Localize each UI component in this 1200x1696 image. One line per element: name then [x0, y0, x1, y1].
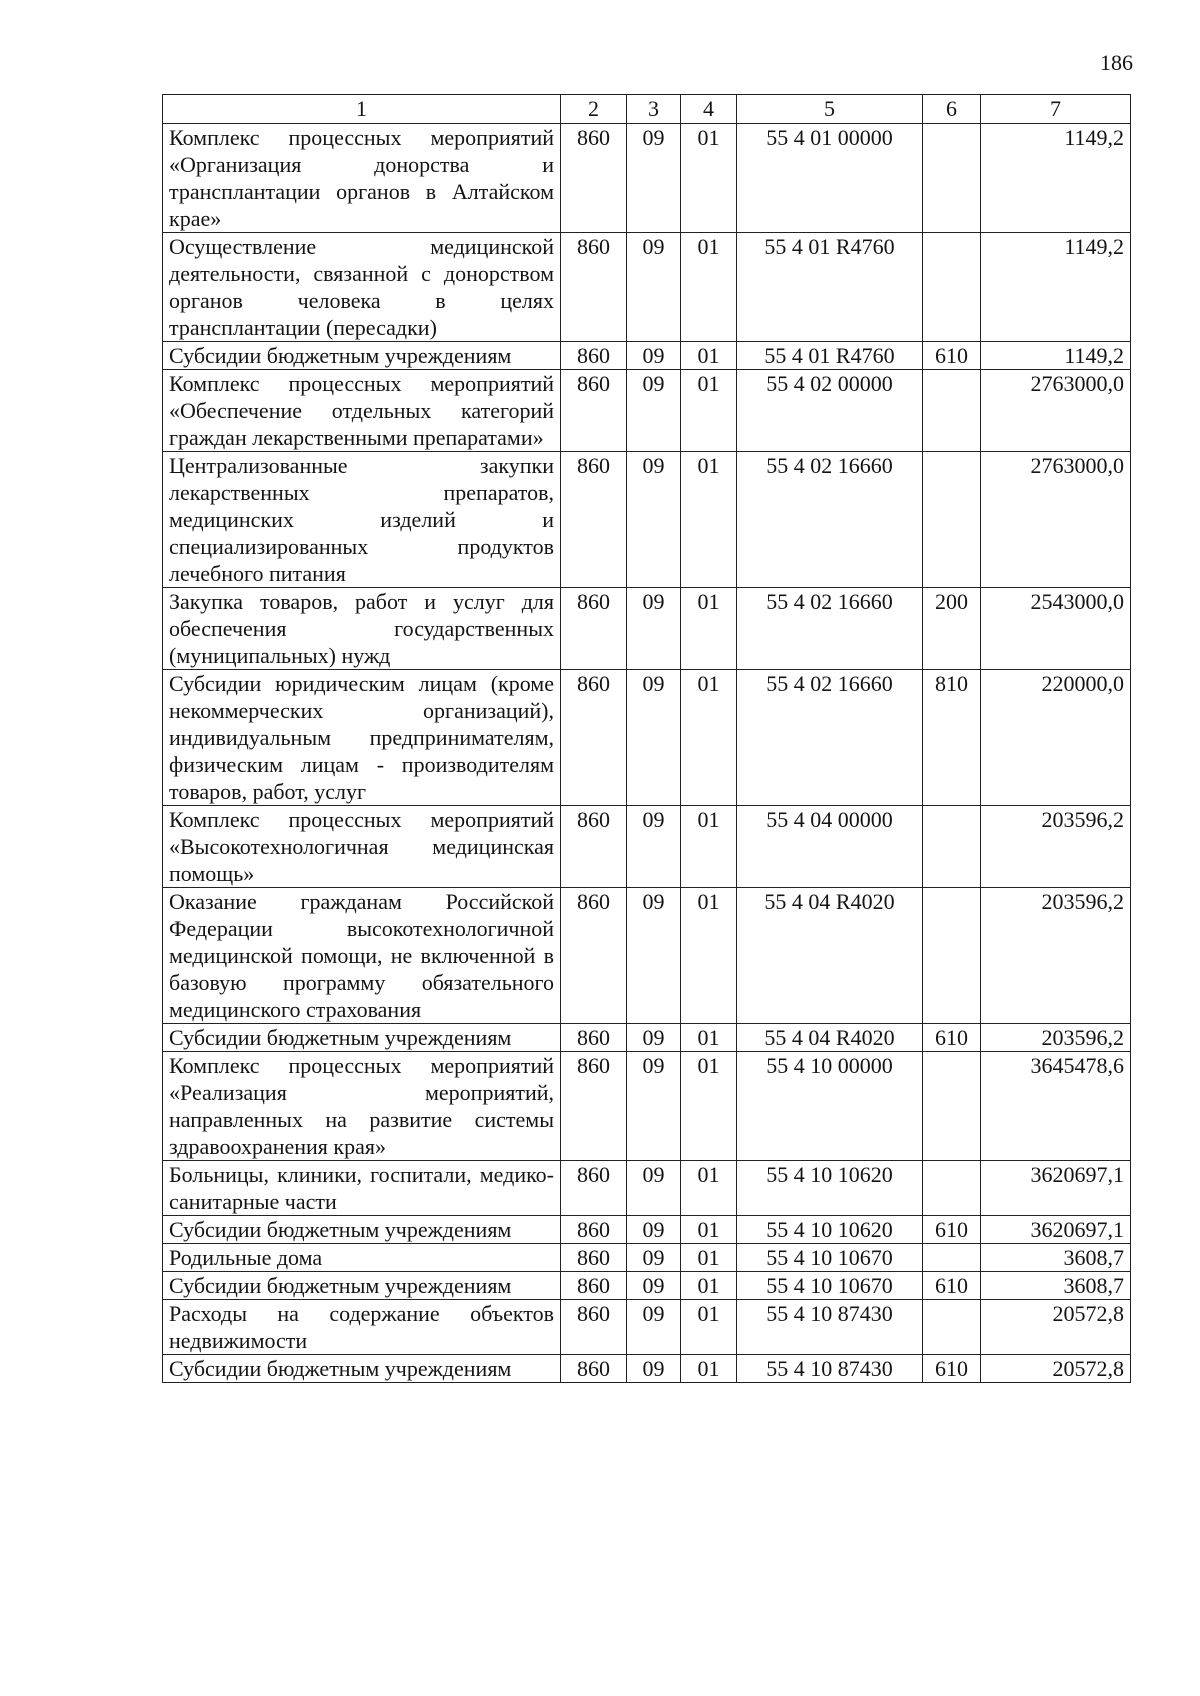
table-row: [163, 233, 1131, 342]
target-article-cell: 55 4 02 00000: [737, 370, 923, 452]
table-row: [163, 1272, 1131, 1300]
expense-type-cell: [923, 452, 981, 588]
section-code-cell: 09: [627, 806, 681, 888]
admin-code-cell: 860: [561, 124, 627, 233]
expense-type-cell: [923, 1244, 981, 1272]
subsection-code-cell: 01: [681, 1244, 737, 1272]
budget-table: [162, 94, 1131, 1383]
amount-cell: 20572,8: [981, 1355, 1131, 1383]
table-row: [163, 1052, 1131, 1161]
item-name-cell: Субсидии бюджетным учреждениям: [163, 1272, 561, 1300]
subsection-code-cell: 01: [681, 1300, 737, 1355]
column-header-6: 6: [923, 95, 981, 124]
section-code-cell: 09: [627, 1355, 681, 1383]
amount-cell: 220000,0: [981, 670, 1131, 806]
table-row: [163, 1216, 1131, 1244]
admin-code-cell: 860: [561, 1216, 627, 1244]
table-row: [163, 670, 1131, 806]
item-name-cell: Больницы, клиники, госпитали, медико-санитарные части: [163, 1161, 561, 1216]
item-name-cell: Комплекс процессных мероприятий «Высокотехнологичная медицинская помощь»: [163, 806, 561, 888]
admin-code-cell: 860: [561, 1024, 627, 1052]
subsection-code-cell: 01: [681, 1161, 737, 1216]
amount-cell: 2763000,0: [981, 370, 1131, 452]
expense-type-cell: 610: [923, 1272, 981, 1300]
target-article-cell: 55 4 02 16660: [737, 452, 923, 588]
section-code-cell: 09: [627, 1052, 681, 1161]
table-row: [163, 588, 1131, 670]
admin-code-cell: 860: [561, 588, 627, 670]
subsection-code-cell: 01: [681, 124, 737, 233]
target-article-cell: 55 4 10 10620: [737, 1161, 923, 1216]
amount-cell: 3620697,1: [981, 1216, 1131, 1244]
item-name-cell: Расходы на содержание объектов недвижимости: [163, 1300, 561, 1355]
target-article-cell: 55 4 04 R4020: [737, 1024, 923, 1052]
column-header-4: 4: [681, 95, 737, 124]
amount-cell: 203596,2: [981, 1024, 1131, 1052]
item-name-cell: Субсидии юридическим лицам (кроме некоммерческих организаций), индивидуальным предпринимателям, физическим лицам - производителям товаров, работ, услуг: [163, 670, 561, 806]
subsection-code-cell: 01: [681, 888, 737, 1024]
expense-type-cell: 610: [923, 1355, 981, 1383]
section-code-cell: 09: [627, 1024, 681, 1052]
table-row: [163, 1355, 1131, 1383]
target-article-cell: 55 4 10 10620: [737, 1216, 923, 1244]
table-row: [163, 1024, 1131, 1052]
expense-type-cell: [923, 1300, 981, 1355]
item-name-cell: Субсидии бюджетным учреждениям: [163, 1024, 561, 1052]
item-name-cell: Субсидии бюджетным учреждениям: [163, 1216, 561, 1244]
expense-type-cell: 810: [923, 670, 981, 806]
amount-cell: 1149,2: [981, 342, 1131, 370]
target-article-cell: 55 4 01 00000: [737, 124, 923, 233]
table-row: [163, 342, 1131, 370]
item-name-cell: Оказание гражданам Российской Федерации высокотехнологичной медицинской помощи, не включенной в базовую программу обязательного медицинского страхования: [163, 888, 561, 1024]
item-name-cell: Централизованные закупки лекарственных препаратов, медицинских изделий и специализированных продуктов лечебного питания: [163, 452, 561, 588]
table-row: [163, 1300, 1131, 1355]
target-article-cell: 55 4 04 R4020: [737, 888, 923, 1024]
table-row: [163, 370, 1131, 452]
subsection-code-cell: 01: [681, 1355, 737, 1383]
item-name-cell: Родильные дома: [163, 1244, 561, 1272]
subsection-code-cell: 01: [681, 370, 737, 452]
target-article-cell: 55 4 02 16660: [737, 670, 923, 806]
section-code-cell: 09: [627, 1216, 681, 1244]
table-row: [163, 452, 1131, 588]
subsection-code-cell: 01: [681, 1024, 737, 1052]
target-article-cell: 55 4 04 00000: [737, 806, 923, 888]
admin-code-cell: 860: [561, 1244, 627, 1272]
target-article-cell: 55 4 10 00000: [737, 1052, 923, 1161]
subsection-code-cell: 01: [681, 670, 737, 806]
expense-type-cell: [923, 233, 981, 342]
admin-code-cell: 860: [561, 1052, 627, 1161]
amount-cell: 20572,8: [981, 1300, 1131, 1355]
admin-code-cell: 860: [561, 1272, 627, 1300]
amount-cell: 3645478,6: [981, 1052, 1131, 1161]
amount-cell: 2543000,0: [981, 588, 1131, 670]
page-number: 186: [1100, 50, 1133, 75]
item-name-cell: Закупка товаров, работ и услуг для обеспечения государственных (муниципальных) нужд: [163, 588, 561, 670]
item-name-cell: Осуществление медицинской деятельности, связанной с донорством органов человека в целях трансплантации (пересадки): [163, 233, 561, 342]
section-code-cell: 09: [627, 452, 681, 588]
amount-cell: 3608,7: [981, 1272, 1131, 1300]
subsection-code-cell: 01: [681, 588, 737, 670]
table-row: [163, 888, 1131, 1024]
amount-cell: 1149,2: [981, 233, 1131, 342]
section-code-cell: 09: [627, 124, 681, 233]
amount-cell: 3608,7: [981, 1244, 1131, 1272]
column-header-1: 1: [163, 95, 561, 124]
admin-code-cell: 860: [561, 370, 627, 452]
subsection-code-cell: 01: [681, 806, 737, 888]
item-name-cell: Комплекс процессных мероприятий «Обеспечение отдельных категорий граждан лекарственными препаратами»: [163, 370, 561, 452]
subsection-code-cell: 01: [681, 1216, 737, 1244]
admin-code-cell: 860: [561, 452, 627, 588]
admin-code-cell: 860: [561, 670, 627, 806]
admin-code-cell: 860: [561, 233, 627, 342]
target-article-cell: 55 4 01 R4760: [737, 342, 923, 370]
section-code-cell: 09: [627, 342, 681, 370]
column-header-2: 2: [561, 95, 627, 124]
section-code-cell: 09: [627, 1300, 681, 1355]
admin-code-cell: 860: [561, 1300, 627, 1355]
amount-cell: 203596,2: [981, 888, 1131, 1024]
amount-cell: 203596,2: [981, 806, 1131, 888]
admin-code-cell: 860: [561, 888, 627, 1024]
target-article-cell: 55 4 02 16660: [737, 588, 923, 670]
amount-cell: 3620697,1: [981, 1161, 1131, 1216]
expense-type-cell: 610: [923, 342, 981, 370]
expense-type-cell: [923, 124, 981, 233]
expense-type-cell: [923, 1052, 981, 1161]
expense-type-cell: [923, 806, 981, 888]
expense-type-cell: 610: [923, 1024, 981, 1052]
target-article-cell: 55 4 10 87430: [737, 1355, 923, 1383]
subsection-code-cell: 01: [681, 342, 737, 370]
admin-code-cell: 860: [561, 806, 627, 888]
section-code-cell: 09: [627, 1244, 681, 1272]
table-row: [163, 806, 1131, 888]
section-code-cell: 09: [627, 888, 681, 1024]
expense-type-cell: [923, 370, 981, 452]
admin-code-cell: 860: [561, 1161, 627, 1216]
subsection-code-cell: 01: [681, 1272, 737, 1300]
column-header-7: 7: [981, 95, 1131, 124]
subsection-code-cell: 01: [681, 233, 737, 342]
section-code-cell: 09: [627, 588, 681, 670]
amount-cell: 2763000,0: [981, 452, 1131, 588]
expense-type-cell: 610: [923, 1216, 981, 1244]
section-code-cell: 09: [627, 670, 681, 806]
item-name-cell: Субсидии бюджетным учреждениям: [163, 342, 561, 370]
expense-type-cell: [923, 1161, 981, 1216]
expense-type-cell: [923, 888, 981, 1024]
target-article-cell: 55 4 10 87430: [737, 1300, 923, 1355]
table-body: [163, 124, 1131, 1383]
section-code-cell: 09: [627, 370, 681, 452]
subsection-code-cell: 01: [681, 1052, 737, 1161]
section-code-cell: 09: [627, 1161, 681, 1216]
table-row: [163, 1244, 1131, 1272]
target-article-cell: 55 4 01 R4760: [737, 233, 923, 342]
target-article-cell: 55 4 10 10670: [737, 1244, 923, 1272]
section-code-cell: 09: [627, 1272, 681, 1300]
column-header-3: 3: [627, 95, 681, 124]
table-row: [163, 1161, 1131, 1216]
admin-code-cell: 860: [561, 342, 627, 370]
table-header-row: [163, 95, 1131, 124]
admin-code-cell: 860: [561, 1355, 627, 1383]
subsection-code-cell: 01: [681, 452, 737, 588]
table-row: [163, 124, 1131, 233]
item-name-cell: Субсидии бюджетным учреждениям: [163, 1355, 561, 1383]
target-article-cell: 55 4 10 10670: [737, 1272, 923, 1300]
expense-type-cell: 200: [923, 588, 981, 670]
section-code-cell: 09: [627, 233, 681, 342]
item-name-cell: Комплекс процессных мероприятий «Реализация мероприятий, направленных на развитие системы здравоохранения края»: [163, 1052, 561, 1161]
item-name-cell: Комплекс процессных мероприятий «Организация донорства и трансплантации органов в Алтайском крае»: [163, 124, 561, 233]
amount-cell: 1149,2: [981, 124, 1131, 233]
column-header-5: 5: [737, 95, 923, 124]
